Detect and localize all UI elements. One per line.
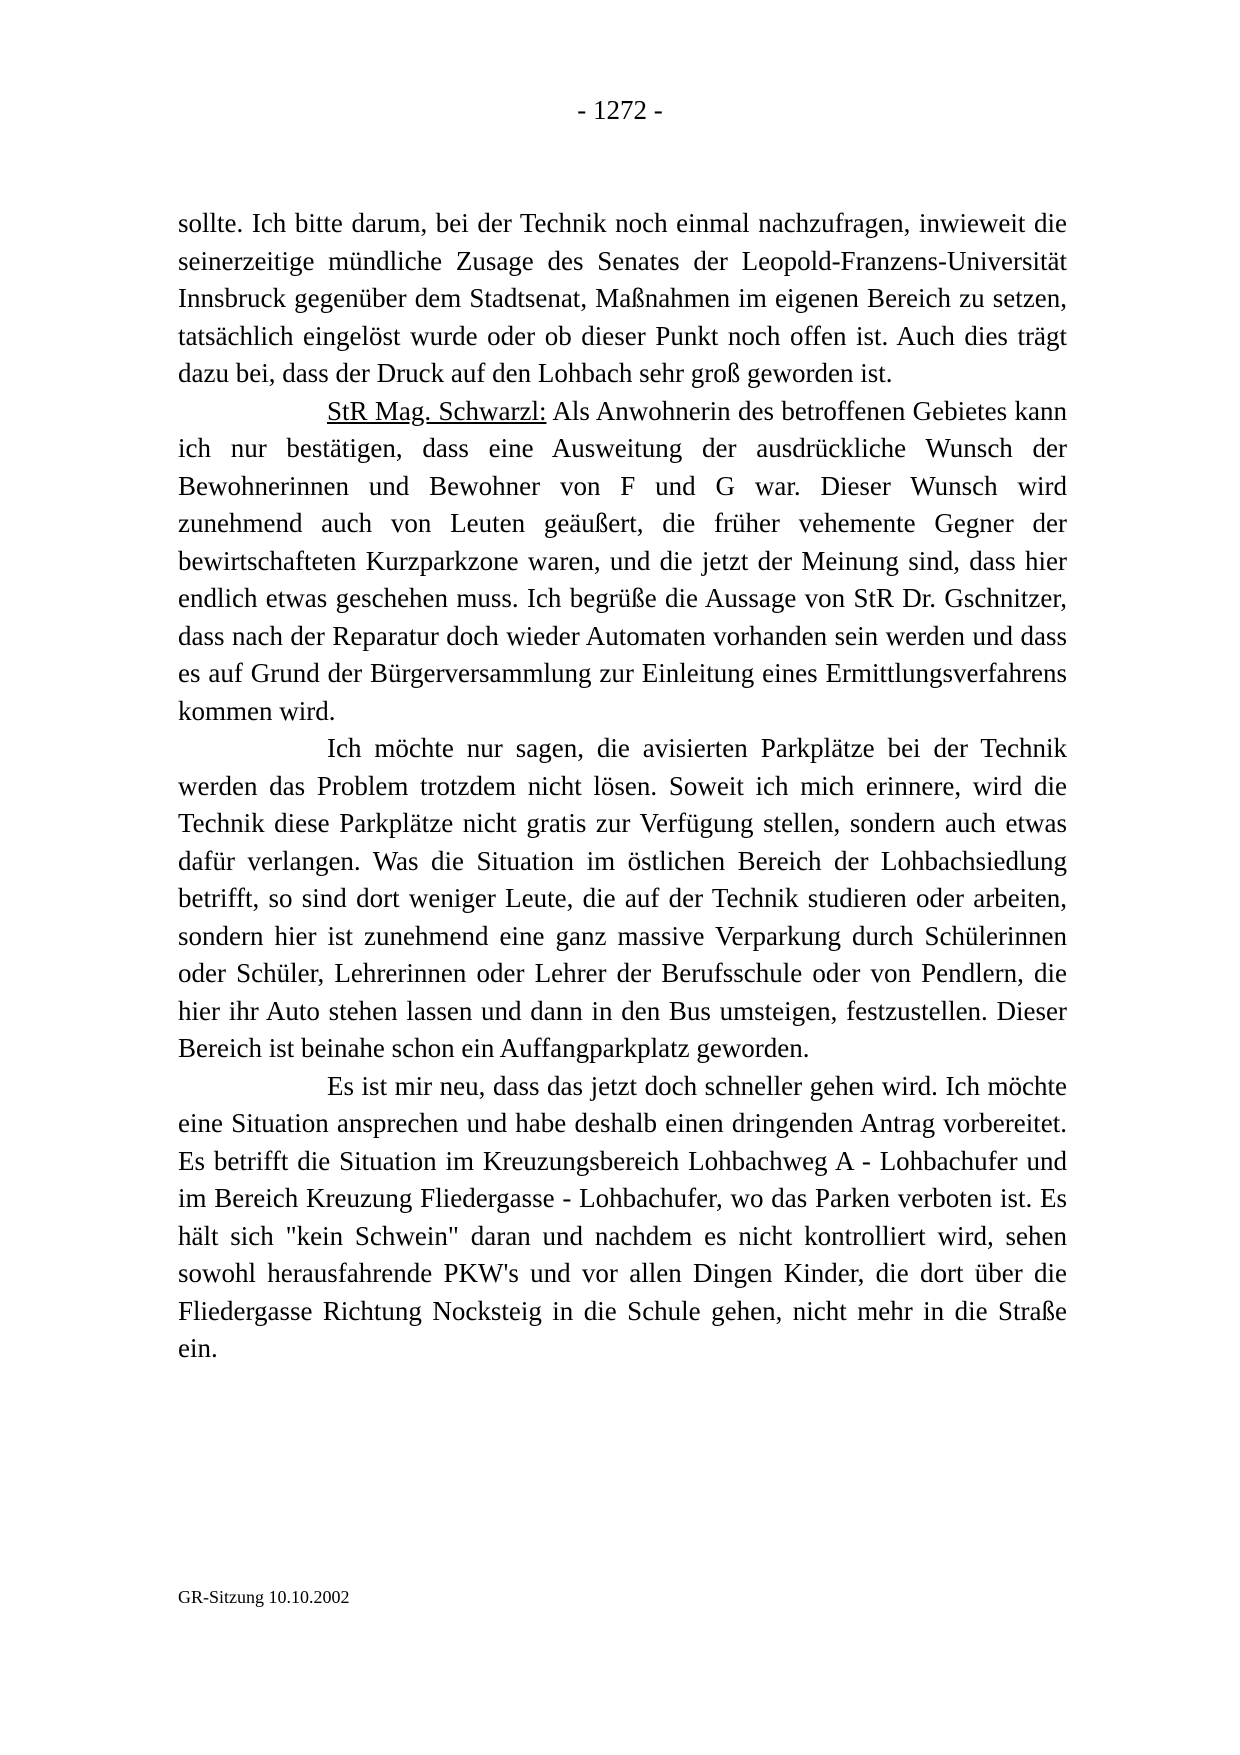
page-number: - 1272 - — [577, 95, 663, 125]
paragraph-3: Ich möchte nur sagen, die avisierten Parkplätze bei der Technik werden das Problem trotzdem nicht lösen. Soweit ich mich erinnere, wird die Technik diese Parkplätze nicht gratis zur Verfügung stellen, sondern auch etwas dafür verlangen. Was die Situation im östlichen Bereich der Lohbachsiedlung betrifft, so sind dort weniger Leute, die auf der Technik studieren oder arbeiten, sondern hier ist zunehmend eine ganz massive Verparkung durch Schülerinnen oder Schüler, Lehrerinnen oder Lehrer der Berufsschule oder von Pendlern, die hier ihr Auto stehen lassen und dann in den Bus umsteigen, festzustellen. Dieser Bereich ist beinahe schon ein Auffangparkplatz geworden. — [178, 733, 1067, 1063]
footer-session-label: GR-Sitzung 10.10.2002 — [178, 1587, 350, 1607]
paragraph-2 — [178, 393, 1067, 731]
document-body — [178, 205, 1067, 1368]
paragraph-2-text: Als Anwohnerin des betroffenen Gebietes kann ich nur bestätigen, dass eine Ausweitung der ausdrückliche Wunsch der Bewohnerinnen und Bewohner von F und G war. Dieser Wunsch wird zunehmend auch von Leuten geäußert, die früher vehemente Gegner der bewirtschafteten Kurzparkzone waren, und die jetzt der Meinung sind, dass hier endlich etwas geschehen muss. Ich begrüße die Aussage von StR Dr. Gschnitzer, dass nach der Reparatur doch wieder Automaten vorhanden sein werden und dass es auf Grund der Bürgerversammlung zur Einleitung eines Ermittlungsverfahrens kommen wird. — [178, 395, 1067, 726]
paragraph-4: Es ist mir neu, dass das jetzt doch schneller gehen wird. Ich möchte eine Situation ansprechen und habe deshalb einen dringenden Antrag vorbereitet. Es betrifft die Situation im Kreuzungsbereich Lohbachweg A - Lohbachufer und im Bereich Kreuzung Fliedergasse - Lohbachufer, wo das Parken verboten ist. Es hält sich "kein Schwein" daran und nachdem es nicht kontrolliert wird, sehen sowohl herausfahrende PKW's und vor allen Dingen Kinder, die dort über die Fliedergasse Richtung Nocksteig in die Schule gehen, nicht mehr in die Straße ein. — [178, 1070, 1067, 1363]
paragraph-1: sollte. Ich bitte darum, bei der Technik noch einmal nachzufragen, inwieweit die seinerzeitige mündliche Zusage des Senates der Leopold-Franzens-Universität Innsbruck gegenüber dem Stadtsenat, Maßnahmen im eigenen Bereich zu setzen, tatsächlich eingelöst wurde oder ob dieser Punkt noch offen ist. Auch dies trägt dazu bei, dass der Druck auf den Lohbach sehr groß geworden ist. — [178, 208, 1067, 388]
speaker-name: StR Mag. Schwarzl: — [327, 395, 547, 426]
